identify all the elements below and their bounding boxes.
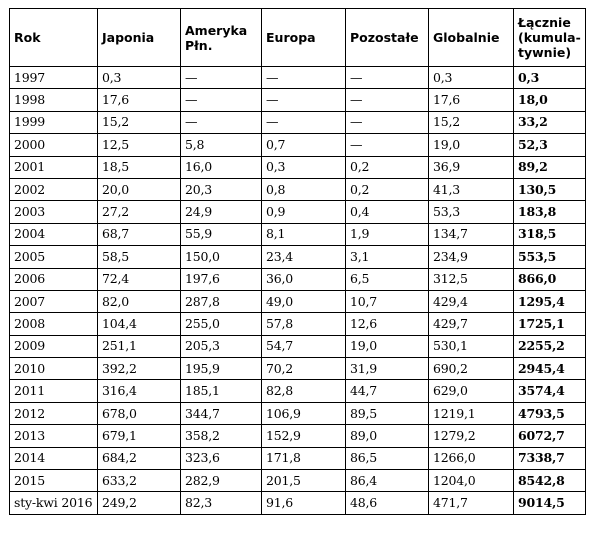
header-lacznie: Łącznie (kumula-tywnie) (514, 9, 586, 67)
cell-lacznie: 9014,5 (514, 492, 586, 514)
cell-pozostale: — (346, 67, 429, 89)
cell-ameryka: 358,2 (181, 425, 262, 447)
table-row (10, 335, 586, 357)
cell-ameryka: 205,3 (181, 335, 262, 357)
cell-japonia: 633,2 (98, 470, 181, 492)
cell-lacznie: 89,2 (514, 156, 586, 178)
cell-globalnie: 312,5 (429, 268, 514, 290)
cell-japonia: 104,4 (98, 313, 181, 335)
cell-europa: 36,0 (262, 268, 346, 290)
cell-japonia: 684,2 (98, 447, 181, 469)
cell-japonia: 18,5 (98, 156, 181, 178)
cell-europa: 152,9 (262, 425, 346, 447)
cell-europa: 82,8 (262, 380, 346, 402)
cell-globalnie: 1204,0 (429, 470, 514, 492)
cell-globalnie: 19,0 (429, 134, 514, 156)
cell-ameryka: 20,3 (181, 178, 262, 200)
cell-japonia: 12,5 (98, 134, 181, 156)
cell-lacznie: 6072,7 (514, 425, 586, 447)
table-row (10, 201, 586, 223)
cell-europa: 0,3 (262, 156, 346, 178)
cell-japonia: 17,6 (98, 89, 181, 111)
cell-rok: 2009 (10, 335, 98, 357)
cell-europa: 0,8 (262, 178, 346, 200)
cell-ameryka: 5,8 (181, 134, 262, 156)
cell-globalnie: 690,2 (429, 358, 514, 380)
cell-globalnie: 53,3 (429, 201, 514, 223)
cell-pozostale: — (346, 111, 429, 133)
cell-pozostale: 44,7 (346, 380, 429, 402)
cell-pozostale: 86,5 (346, 447, 429, 469)
cell-europa: 54,7 (262, 335, 346, 357)
cell-japonia: 249,2 (98, 492, 181, 514)
cell-globalnie: 1266,0 (429, 447, 514, 469)
table-header (10, 9, 586, 67)
cell-lacznie: 52,3 (514, 134, 586, 156)
header-globalnie: Globalnie (429, 9, 514, 67)
cell-europa: 0,7 (262, 134, 346, 156)
cell-pozostale: 0,2 (346, 178, 429, 200)
cell-japonia: 82,0 (98, 290, 181, 312)
cell-globalnie: 629,0 (429, 380, 514, 402)
cell-globalnie: 0,3 (429, 67, 514, 89)
cell-pozostale: 48,6 (346, 492, 429, 514)
header-europa: Europa (262, 9, 346, 67)
cell-ameryka: — (181, 89, 262, 111)
table-row (10, 67, 586, 89)
cell-rok: 2011 (10, 380, 98, 402)
cell-japonia: 251,1 (98, 335, 181, 357)
cell-lacznie: 3574,4 (514, 380, 586, 402)
table-row (10, 425, 586, 447)
cell-lacznie: 1295,4 (514, 290, 586, 312)
cell-lacznie: 18,0 (514, 89, 586, 111)
cell-rok: 2014 (10, 447, 98, 469)
table-row (10, 178, 586, 200)
table-row (10, 111, 586, 133)
table-row (10, 156, 586, 178)
cell-ameryka: 255,0 (181, 313, 262, 335)
cell-lacznie: 2255,2 (514, 335, 586, 357)
cell-europa: 49,0 (262, 290, 346, 312)
cell-lacznie: 318,5 (514, 223, 586, 245)
cell-europa: 23,4 (262, 246, 346, 268)
table-row (10, 402, 586, 424)
cell-globalnie: 134,7 (429, 223, 514, 245)
cell-japonia: 27,2 (98, 201, 181, 223)
cell-pozostale: 19,0 (346, 335, 429, 357)
cell-ameryka: 344,7 (181, 402, 262, 424)
header-pozostale: Pozostałe (346, 9, 429, 67)
cell-rok: 2008 (10, 313, 98, 335)
cell-globalnie: 36,9 (429, 156, 514, 178)
cell-pozostale: — (346, 89, 429, 111)
cell-globalnie: 17,6 (429, 89, 514, 111)
cell-europa: 8,1 (262, 223, 346, 245)
cell-ameryka: 16,0 (181, 156, 262, 178)
header-row (10, 9, 586, 67)
cell-rok: 2013 (10, 425, 98, 447)
cell-lacznie: 8542,8 (514, 470, 586, 492)
cell-japonia: 392,2 (98, 358, 181, 380)
cell-rok: 2002 (10, 178, 98, 200)
cell-pozostale: 10,7 (346, 290, 429, 312)
table-row (10, 313, 586, 335)
table-row (10, 447, 586, 469)
cell-europa: 171,8 (262, 447, 346, 469)
cell-ameryka: — (181, 67, 262, 89)
table-body (10, 67, 586, 515)
header-rok: Rok (10, 9, 98, 67)
table-row (10, 268, 586, 290)
cell-ameryka: 82,3 (181, 492, 262, 514)
cell-lacznie: 7338,7 (514, 447, 586, 469)
cell-pozostale: 89,5 (346, 402, 429, 424)
table-row (10, 134, 586, 156)
cell-rok: 2015 (10, 470, 98, 492)
cell-globalnie: 1279,2 (429, 425, 514, 447)
cell-rok: sty-kwi 2016 (10, 492, 98, 514)
table-row (10, 290, 586, 312)
cell-rok: 2003 (10, 201, 98, 223)
cell-globalnie: 41,3 (429, 178, 514, 200)
cell-lacznie: 0,3 (514, 67, 586, 89)
cell-rok: 2004 (10, 223, 98, 245)
sales-table (9, 8, 586, 515)
table-row (10, 492, 586, 514)
cell-pozostale: 89,0 (346, 425, 429, 447)
cell-rok: 2005 (10, 246, 98, 268)
cell-rok: 2001 (10, 156, 98, 178)
cell-japonia: 20,0 (98, 178, 181, 200)
cell-europa: — (262, 111, 346, 133)
cell-europa: 57,8 (262, 313, 346, 335)
cell-ameryka: 323,6 (181, 447, 262, 469)
cell-rok: 2012 (10, 402, 98, 424)
table-row (10, 358, 586, 380)
cell-rok: 2000 (10, 134, 98, 156)
cell-europa: 70,2 (262, 358, 346, 380)
cell-lacznie: 1725,1 (514, 313, 586, 335)
table-row (10, 223, 586, 245)
table-row (10, 380, 586, 402)
cell-pozostale: 86,4 (346, 470, 429, 492)
cell-japonia: 0,3 (98, 67, 181, 89)
cell-lacznie: 4793,5 (514, 402, 586, 424)
cell-ameryka: 287,8 (181, 290, 262, 312)
cell-japonia: 316,4 (98, 380, 181, 402)
cell-globalnie: 471,7 (429, 492, 514, 514)
cell-pozostale: 1,9 (346, 223, 429, 245)
cell-pozostale: 0,2 (346, 156, 429, 178)
cell-ameryka: — (181, 111, 262, 133)
table-row (10, 89, 586, 111)
cell-japonia: 58,5 (98, 246, 181, 268)
cell-ameryka: 55,9 (181, 223, 262, 245)
cell-lacznie: 2945,4 (514, 358, 586, 380)
cell-ameryka: 282,9 (181, 470, 262, 492)
table-row (10, 246, 586, 268)
cell-europa: 201,5 (262, 470, 346, 492)
cell-globalnie: 429,7 (429, 313, 514, 335)
cell-rok: 2006 (10, 268, 98, 290)
cell-japonia: 678,0 (98, 402, 181, 424)
cell-europa: 0,9 (262, 201, 346, 223)
cell-lacznie: 183,8 (514, 201, 586, 223)
cell-europa: — (262, 89, 346, 111)
cell-globalnie: 530,1 (429, 335, 514, 357)
cell-lacznie: 553,5 (514, 246, 586, 268)
header-ameryka: Ameryka Płn. (181, 9, 262, 67)
cell-lacznie: 866,0 (514, 268, 586, 290)
table-row (10, 470, 586, 492)
header-japonia: Japonia (98, 9, 181, 67)
cell-pozostale: 3,1 (346, 246, 429, 268)
cell-pozostale: 6,5 (346, 268, 429, 290)
cell-ameryka: 195,9 (181, 358, 262, 380)
cell-pozostale: — (346, 134, 429, 156)
cell-europa: — (262, 67, 346, 89)
cell-globalnie: 1219,1 (429, 402, 514, 424)
cell-ameryka: 185,1 (181, 380, 262, 402)
cell-pozostale: 31,9 (346, 358, 429, 380)
cell-globalnie: 15,2 (429, 111, 514, 133)
cell-japonia: 68,7 (98, 223, 181, 245)
cell-rok: 2007 (10, 290, 98, 312)
cell-lacznie: 130,5 (514, 178, 586, 200)
cell-globalnie: 234,9 (429, 246, 514, 268)
cell-japonia: 679,1 (98, 425, 181, 447)
cell-lacznie: 33,2 (514, 111, 586, 133)
cell-rok: 1998 (10, 89, 98, 111)
cell-ameryka: 24,9 (181, 201, 262, 223)
cell-pozostale: 12,6 (346, 313, 429, 335)
cell-ameryka: 150,0 (181, 246, 262, 268)
cell-ameryka: 197,6 (181, 268, 262, 290)
cell-globalnie: 429,4 (429, 290, 514, 312)
cell-europa: 91,6 (262, 492, 346, 514)
cell-japonia: 15,2 (98, 111, 181, 133)
cell-rok: 2010 (10, 358, 98, 380)
cell-rok: 1999 (10, 111, 98, 133)
cell-pozostale: 0,4 (346, 201, 429, 223)
cell-europa: 106,9 (262, 402, 346, 424)
cell-japonia: 72,4 (98, 268, 181, 290)
cell-rok: 1997 (10, 67, 98, 89)
